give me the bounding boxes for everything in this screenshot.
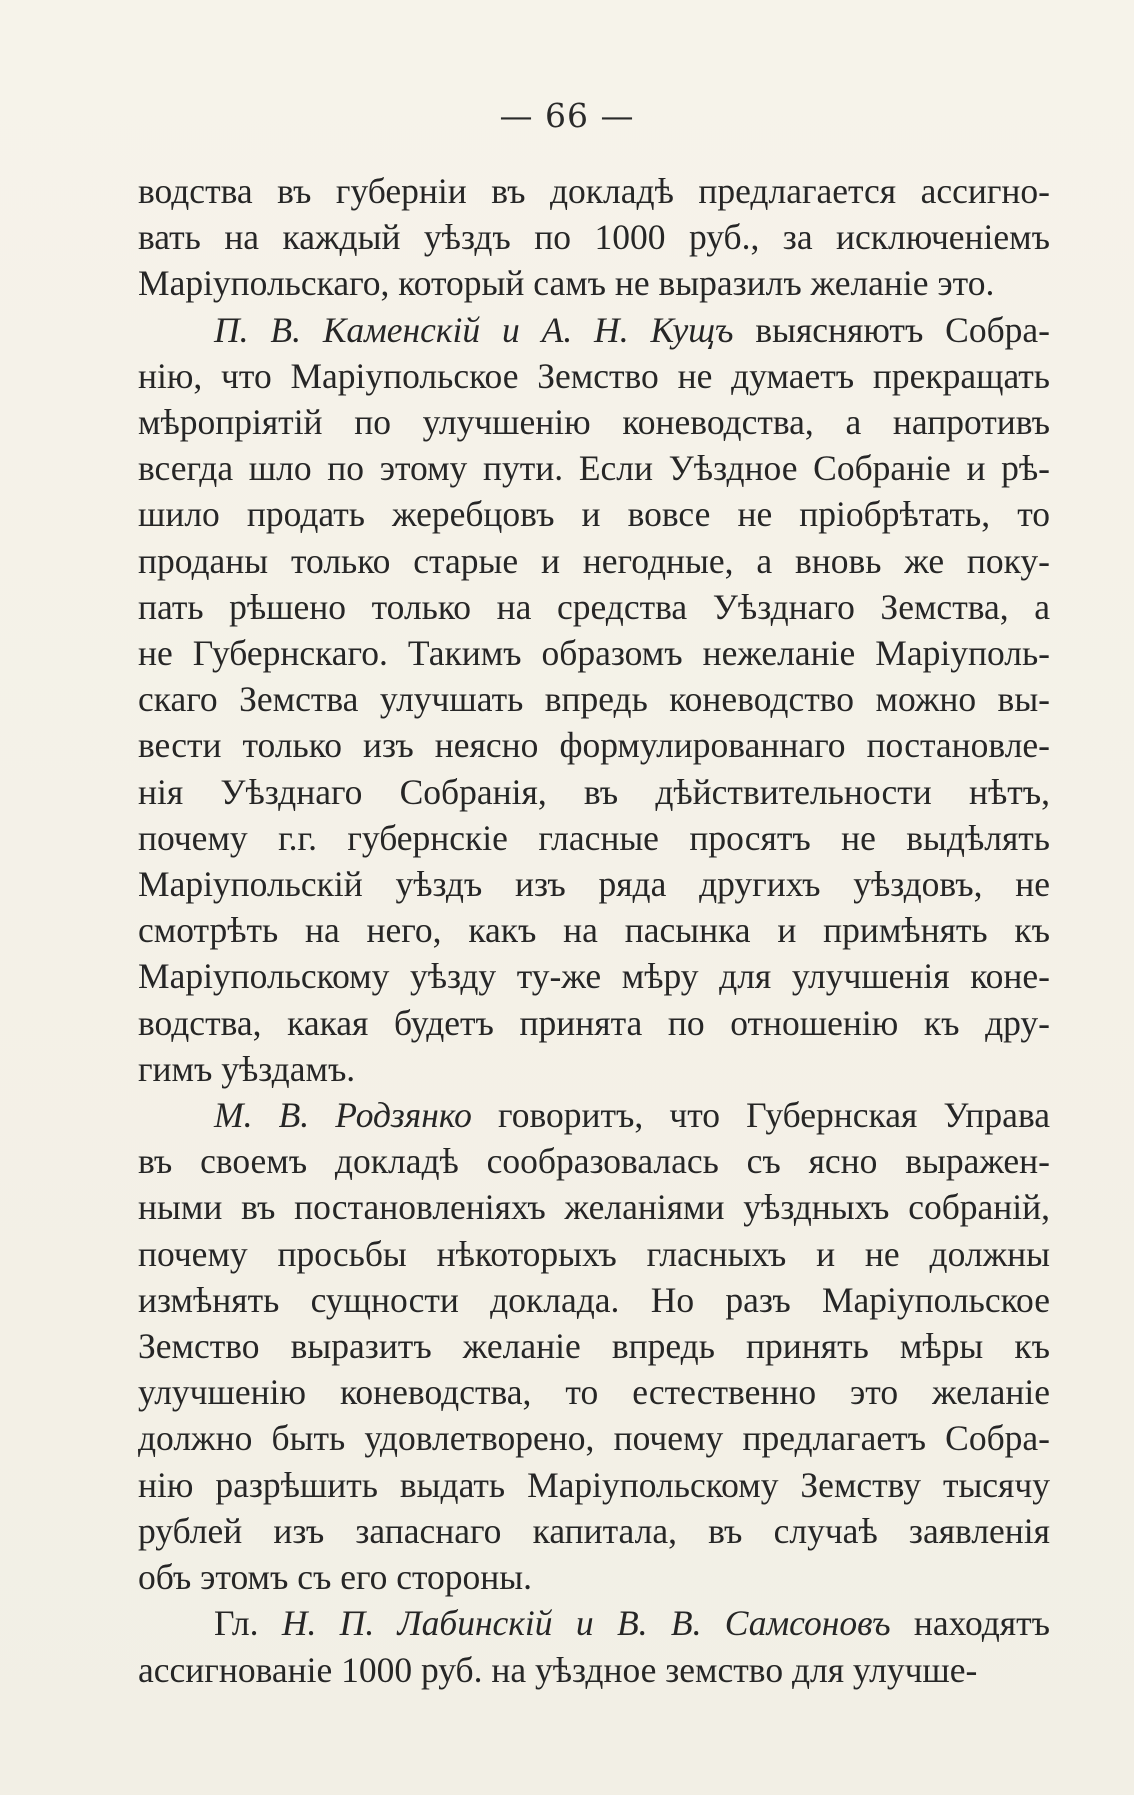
text-line — [138, 630, 1050, 676]
line-text: почему г.г. губернскіе гласные просятъ не выдѣлять — [138, 817, 1050, 858]
line-text: улучшенію коневодства, то естественно это желаніе — [138, 1372, 1050, 1413]
line-text: нія Уѣзднаго Собранія, въ дѣйствительности нѣтъ, — [138, 771, 1050, 812]
text-line — [138, 260, 1050, 306]
line-text: водства, какая будетъ принята по отношенію къ дру- — [138, 1002, 1050, 1043]
line-text: должно быть удовлетворено, почему предлагаетъ Собра- — [138, 1418, 1050, 1459]
text-line — [138, 1600, 1050, 1646]
paragraph — [138, 1092, 1050, 1600]
text-line — [138, 1508, 1050, 1554]
line-text: шило продать жеребцовъ и вовсе не пріобрѣтать, то — [138, 494, 1050, 535]
text-line — [138, 1554, 1050, 1600]
line-text: Маріупольскаго, который самъ не выразилъ желаніе это. — [138, 263, 995, 304]
page-number: — 66 — — [499, 96, 635, 135]
text-line — [138, 399, 1050, 445]
line-text: нію разрѣшить выдать Маріупольскому Земству тысячу — [138, 1464, 1050, 1505]
line-text: ными въ постановленіяхъ желаніями уѣздныхъ собраній, — [138, 1187, 1050, 1228]
body-text — [138, 168, 1050, 1693]
text-line — [138, 491, 1050, 537]
line-text: Маріупольскому уѣзду ту-же мѣру для улучшенія коне- — [138, 956, 1050, 997]
text-line — [138, 1415, 1050, 1461]
text-line — [138, 676, 1050, 722]
line-text: находятъ — [890, 1603, 1050, 1644]
text-line — [138, 1277, 1050, 1323]
text-line — [138, 907, 1050, 953]
line-text: рублей изъ запаснаго капитала, въ случаѣ заявленія — [138, 1510, 1050, 1551]
text-line — [138, 769, 1050, 815]
text-line — [138, 953, 1050, 999]
speaker-name: П. В. Каменскій и А. Н. Кущъ — [214, 309, 734, 350]
text-line — [138, 1138, 1050, 1184]
line-text: мѣропріятій по улучшенію коневодства, а напротивъ — [138, 402, 1050, 443]
text-line — [138, 1000, 1050, 1046]
line-text: не Губернскаго. Такимъ образомъ нежеланіе Маріуполь- — [138, 633, 1050, 674]
line-text: объ этомъ съ его стороны. — [138, 1557, 533, 1598]
paragraph — [138, 307, 1050, 1092]
text-line — [138, 353, 1050, 399]
line-text: выясняютъ Собра- — [733, 309, 1050, 350]
line-text: Маріупольскій уѣздъ изъ ряда другихъ уѣздовъ, не — [138, 864, 1050, 905]
line-text: почему просьбы нѣкоторыхъ гласныхъ и не должны — [138, 1233, 1050, 1274]
text-line — [138, 1369, 1050, 1415]
line-text: вать на каждый уѣздъ по 1000 руб., за исключеніемъ — [138, 217, 1050, 258]
text-line — [138, 1092, 1050, 1138]
text-line — [138, 1323, 1050, 1369]
text-line — [138, 584, 1050, 630]
line-text: смотрѣть на него, какъ на пасынка и примѣнять къ — [138, 910, 1050, 951]
line-text: всегда шло по этому пути. Если Уѣздное Собраніе и рѣ- — [138, 448, 1050, 489]
line-text: гимъ уѣздамъ. — [138, 1048, 356, 1089]
line-text: измѣнять сущности доклада. Но разъ Маріупольское — [138, 1279, 1050, 1320]
text-line — [138, 307, 1050, 353]
line-text: говоритъ, что Губернская Управа — [471, 1095, 1050, 1136]
speaker-name: Н. П. Лабинскій и В. В. Самсоновъ — [281, 1603, 891, 1644]
text-line — [138, 722, 1050, 768]
line-text: скаго Земства улучшать впредь коневодство можно вы- — [138, 679, 1050, 720]
text-line — [138, 168, 1050, 214]
line-text: ассигнованіе 1000 руб. на уѣздное земство для улучше- — [138, 1649, 978, 1690]
speaker-name: М. В. Родзянко — [214, 1095, 472, 1136]
line-text: пать рѣшено только на средства Уѣзднаго Земства, а — [138, 586, 1050, 627]
text-line — [138, 445, 1050, 491]
text-line — [138, 1046, 1050, 1092]
text-line — [138, 1231, 1050, 1277]
text-line — [138, 214, 1050, 260]
paragraph — [138, 1600, 1050, 1692]
text-line — [138, 538, 1050, 584]
paragraph — [138, 168, 1050, 307]
line-text: нію, что Маріупольское Земство не думаетъ прекращать — [138, 355, 1050, 396]
line-text: водства въ губерніи въ докладѣ предлагается ассигно- — [138, 171, 1050, 211]
text-line — [138, 1462, 1050, 1508]
line-text: Земство выразитъ желаніе впредь принять мѣры къ — [138, 1326, 1050, 1367]
line-text: проданы только старые и негодные, а вновь же поку- — [138, 540, 1050, 581]
text-line — [138, 861, 1050, 907]
line-text: вести только изъ неясно формулированнаго постановле- — [138, 725, 1050, 766]
line-prefix: Гл. — [214, 1603, 282, 1644]
line-text: въ своемъ докладѣ сообразовалась съ ясно выражен- — [138, 1141, 1050, 1182]
text-line — [138, 815, 1050, 861]
text-line — [138, 1184, 1050, 1230]
text-line — [138, 1647, 1050, 1693]
